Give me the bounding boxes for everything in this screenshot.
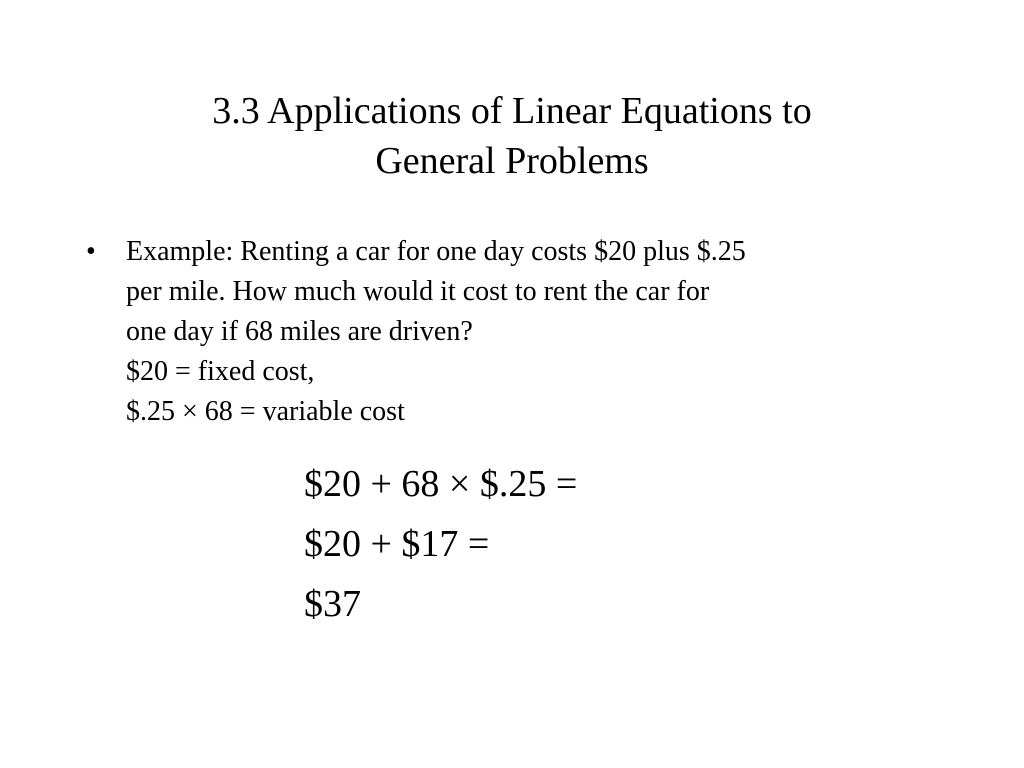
example-line-1: Example: Renting a car for one day costs $20 plus $.25 — [126, 236, 746, 267]
slide-title — [0, 86, 1024, 186]
title-line-2: General Problems — [375, 140, 649, 182]
example-line-3: one day if 68 miles are driven? — [126, 316, 473, 347]
fixed-cost-line: $20 = fixed cost, — [126, 356, 315, 387]
bullet-mark: • — [86, 236, 96, 267]
calculation-result: $37 — [304, 583, 361, 625]
variable-cost-line: $.25 × 68 = variable cost — [126, 396, 405, 427]
example-line-2: per mile. How much would it cost to rent the car for — [126, 276, 710, 307]
calculation-step-1: $20 + 68 × $.25 = — [304, 463, 578, 505]
calculation-step-2: $20 + $17 = — [304, 523, 490, 565]
title-line-1: 3.3 Applications of Linear Equations to — [212, 90, 812, 132]
calculation — [304, 454, 577, 634]
example-text — [126, 232, 906, 432]
